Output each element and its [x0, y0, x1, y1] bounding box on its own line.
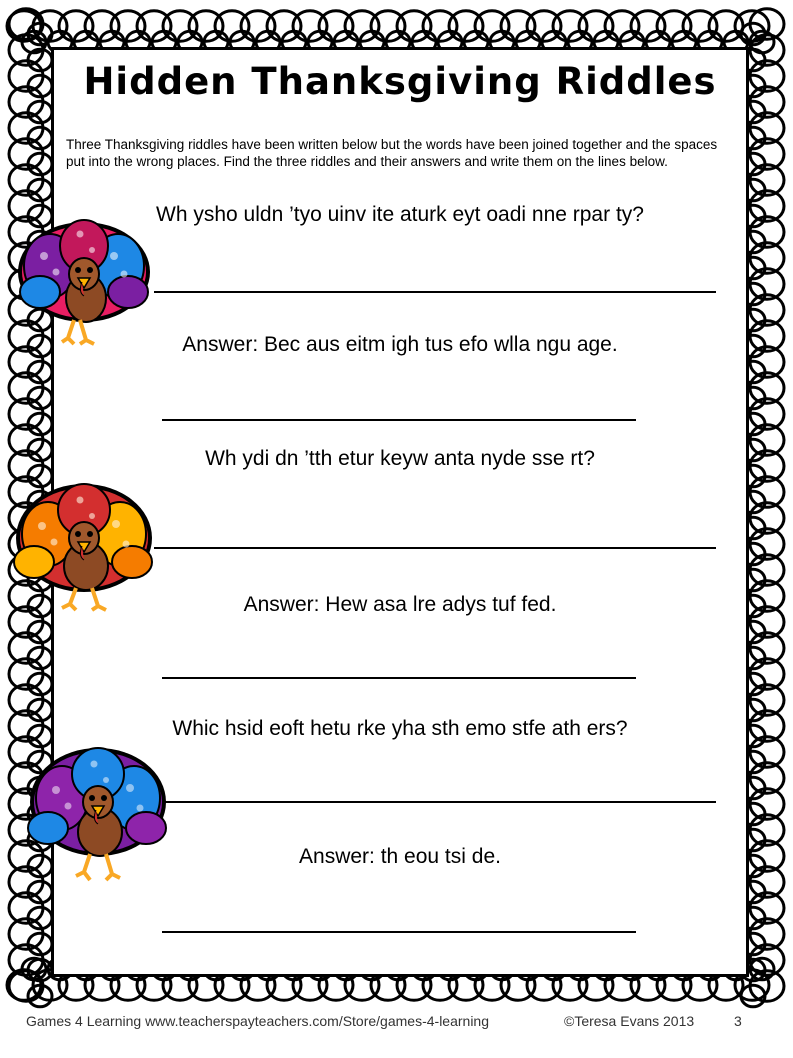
footer-copyright: ©Teresa Evans 2013 [564, 1013, 695, 1029]
riddle-1-question: Wh ysho uldn ’tyo uinv ite aturk eyt oadi nne rpar ty? [156, 203, 644, 226]
answer-2-write-line [162, 677, 636, 679]
riddle-3-write-line [154, 801, 716, 803]
footer-page-number: 3 [734, 1013, 742, 1029]
riddle-2-write-line [154, 547, 716, 549]
turkey-illustration-2 [10, 478, 156, 614]
riddle-1-answer: Answer: Bec aus eitm igh tus efo wlla ngu age. [182, 333, 618, 356]
answer-3-write-line [162, 931, 636, 933]
footer-credit: Games 4 Learning www.teacherspayteachers.com/Store/games-4-learning [26, 1013, 490, 1029]
turkey-illustration-1 [14, 216, 154, 348]
riddle-2-answer: Answer: Hew asa lre adys tuf fed. [243, 593, 557, 616]
instructions-text: Three Thanksgiving riddles have been written below but the words have been joined together and the spaces put into the wrong places. Find the three riddles and their answers and write them on the lines below. [66, 137, 718, 169]
riddle-1-write-line [154, 291, 716, 293]
answer-1-write-line [162, 419, 636, 421]
riddle-2-question: Wh ydi dn ’tth etur keyw anta nyde sse rt? [205, 447, 595, 470]
riddle-3-answer: Answer: th eou tsi de. [299, 845, 501, 868]
page-title: Hidden Thanksgiving Riddles [83, 60, 717, 103]
riddle-3-question: Whic hsid eoft hetu rke yha sth emo stfe ath ers? [172, 717, 628, 740]
turkey-illustration-3 [26, 744, 172, 884]
